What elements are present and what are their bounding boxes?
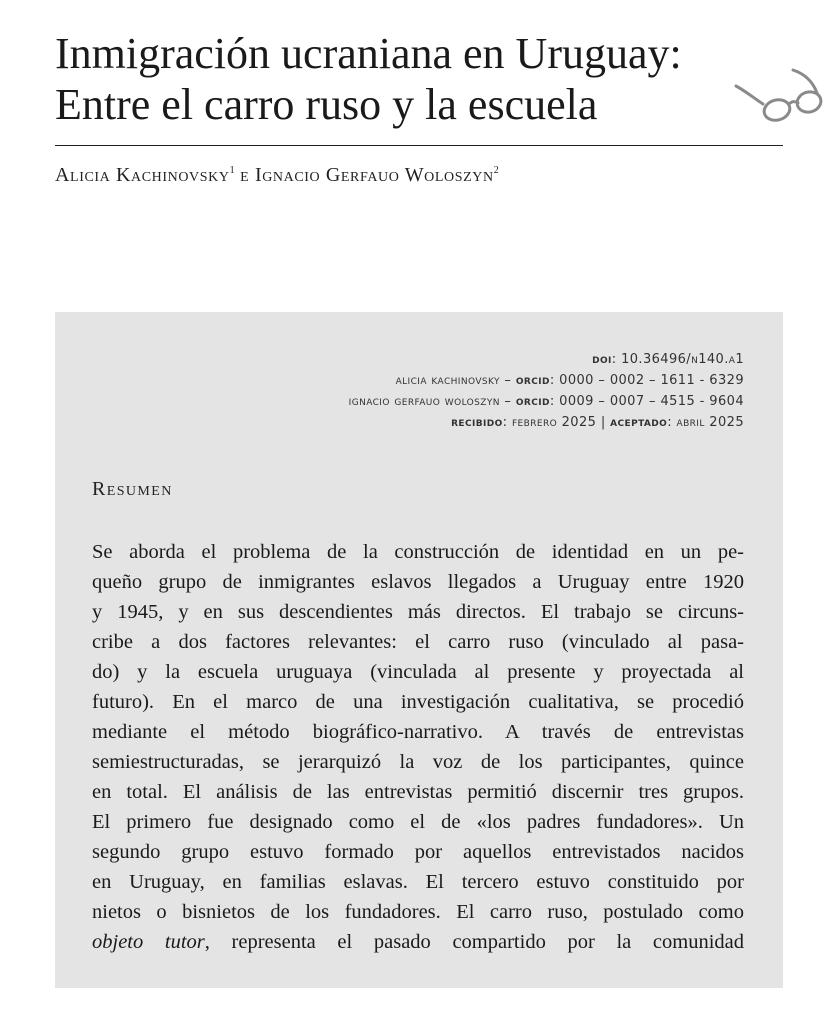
- abstract-text: [92, 537, 744, 957]
- glasses-icon: [733, 66, 825, 128]
- orcid-line-1: [349, 370, 744, 391]
- author-1: Alicia Kachinovsky: [55, 164, 230, 186]
- author-1-affiliation: 1: [229, 165, 235, 176]
- orcid-2-value: : 0009 – 0007 – 4515 - 9604: [549, 394, 744, 409]
- orcid-2-label: orcid: [515, 394, 550, 409]
- orcid-2-name: ignacio gerfauo woloszyn –: [348, 394, 516, 409]
- dates-line: [349, 412, 744, 433]
- orcid-line-2: [349, 391, 744, 412]
- abstract-line: en total. El análisis de las entrevistas permitió discernir tres grupos.: [92, 781, 744, 803]
- authors-line: [55, 164, 499, 187]
- orcid-1-value: : 0000 – 0002 – 1611 - 6329: [549, 373, 744, 388]
- abstract-line: mediante el método biográfico-narrativo. A través de entrevistas: [92, 721, 744, 743]
- abstract-line: nietos o bisnietos de los fundadores. El carro ruso, postulado como: [92, 901, 744, 923]
- abstract-line: do) y la escuela uruguaya (vinculada al presente y proyectada al: [92, 661, 744, 683]
- orcid-1-name: alicia kachinovsky –: [395, 373, 516, 388]
- abstract-line: segundo grupo estuvo formado por aquellos entrevistados nacidos: [92, 841, 744, 863]
- author-2-affiliation: 2: [493, 165, 499, 176]
- abstract-line: Se aborda el problema de la construcción de identidad en un pe-: [92, 541, 744, 563]
- aceptado-label: aceptado: [610, 415, 668, 430]
- abstract-line: semiestructuradas, se jerarquizó la voz de los participantes, quince: [92, 751, 744, 773]
- article-title: [55, 28, 735, 130]
- doi-value: : 10.36496/n140.a1: [611, 352, 744, 367]
- author-2: Ignacio Gerfauo Woloszyn: [254, 164, 494, 186]
- doi-label: doi: [592, 352, 612, 367]
- aceptado-value: : abril 2025: [667, 415, 744, 430]
- title-line-2: Entre el carro ruso y la escuela: [55, 80, 598, 129]
- recibido-label: recibido: [451, 415, 503, 430]
- abstract-line: El primero fue designado como el de «los padres fundadores». Un: [92, 811, 744, 833]
- title-divider: [55, 145, 783, 146]
- orcid-1-label: orcid: [515, 373, 550, 388]
- authors-connector: e: [234, 164, 255, 186]
- abstract-line: cribe a dos factores relevantes: el carro ruso (vinculado al pasa-: [92, 631, 744, 653]
- abstract-panel: [55, 312, 783, 988]
- abstract-last-rest: , representa el pasado compartido por la comunidad: [204, 931, 744, 953]
- resumen-heading: Resumen: [92, 478, 173, 500]
- title-line-1: Inmigración ucraniana en Uruguay:: [55, 29, 682, 78]
- abstract-line: futuro). En el marco de una investigación cualitativa, se procedió: [92, 691, 744, 713]
- doi-line: [349, 349, 744, 370]
- article-metadata: [349, 349, 744, 433]
- abstract-line: queño grupo de inmigrantes eslavos llegados a Uruguay entre 1920: [92, 571, 744, 593]
- recibido-value: : febrero 2025 |: [502, 415, 611, 430]
- objeto-tutor-term: objeto tutor: [92, 931, 205, 953]
- abstract-line: y 1945, y en sus descendientes más directos. El trabajo se circuns-: [92, 601, 744, 623]
- abstract-line-last: [92, 927, 744, 957]
- abstract-line: en Uruguay, en familias eslavas. El tercero estuvo constituido por: [92, 871, 744, 893]
